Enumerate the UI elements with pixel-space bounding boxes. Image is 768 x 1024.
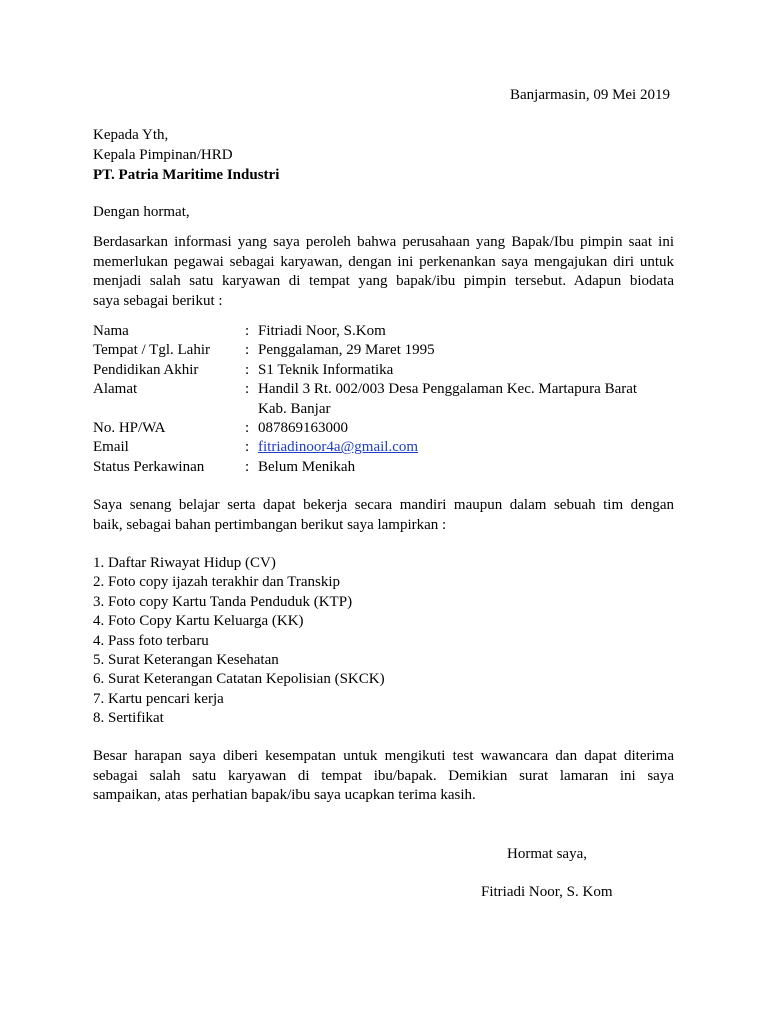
biodata-colon: : [245,361,250,378]
biodata-table [93,322,693,477]
biodata-label: Pendidikan Akhir [93,361,199,378]
closing-line: sampaikan, atas perhatian bapak/ibu saya ucapkan terima kasih. [93,787,476,803]
biodata-row-birth [93,341,693,360]
recipient-company: PT. Patria Maritime Industri [93,167,280,183]
list-item: 8. Sertifikat [93,710,164,727]
biodata-colon: : [245,381,250,398]
list-item: 6. Surat Keterangan Catatan Kepolisian (SKCK) [93,671,385,688]
biodata-label: Tempat / Tgl. Lahir [93,342,210,359]
list-item: 2. Foto copy ijazah terakhir dan Transkip [93,574,341,591]
closing-salutation: Hormat saya, [507,846,587,862]
biodata-value: Penggalaman, 29 Maret 1995 [258,342,435,359]
biodata-value: Belum Menikah [258,458,356,475]
biodata-colon: : [245,458,250,475]
biodata-row-phone [93,419,693,438]
signer-name: Fitriadi Noor, S. Kom [481,884,613,900]
biodata-value: Fitriadi Noor, S.Kom [258,323,386,339]
closing-line: sebagai salah satu karyawan di tempat ibu/bapak. Demikian surat lamaran ini saya [93,767,674,784]
email-link[interactable]: fitriadinoor4a@gmail.com [258,439,419,456]
biodata-value: S1 Teknik Informatika [258,361,394,378]
closing-line: Besar harapan saya diberi kesempatan untuk mengikuti test wawancara dan dapat diterima [93,748,674,764]
closing-paragraph [93,747,674,806]
recipient-block [93,125,279,185]
recipient-title: Kepala Pimpinan/HRD [93,147,233,163]
biodata-label: Status Perkawinan [93,458,205,475]
recipient-salutation: Kepada Yth, [93,127,169,143]
list-item: 4. Foto Copy Kartu Keluarga (KK) [93,613,304,630]
biodata-row-address-cont [93,400,693,419]
biodata-value: 087869163000 [258,419,348,436]
place-date: Banjarmasin, 09 Mei 2019 [510,87,670,103]
biodata-row-name [93,322,693,341]
biodata-colon: : [245,323,250,339]
list-item: 7. Kartu pencari kerja [93,690,224,707]
biodata-label: Alamat [93,381,138,398]
intro-line: Berdasarkan informasi yang saya peroleh bahwa perusahaan yang Bapak/Ibu pimpin saat ini [93,234,674,250]
biodata-row-email [93,438,693,457]
biodata-row-status [93,458,693,477]
list-item: 4. Pass foto terbaru [93,632,209,649]
middle-paragraph [93,496,674,535]
biodata-colon: : [245,439,250,456]
list-item: 3. Foto copy Kartu Tanda Penduduk (KTP) [93,593,353,610]
list-item: 1. Daftar Riwayat Hidup (CV) [93,555,276,571]
greeting: Dengan hormat, [93,204,190,220]
biodata-label: Email [93,439,129,456]
list-item: 5. Surat Keterangan Kesehatan [93,652,279,669]
biodata-row-address [93,380,693,399]
biodata-label: No. HP/WA [93,419,166,436]
biodata-label: Nama [93,323,129,339]
intro-line: memerlukan pegawai sebagai karyawan, dengan ini perkenankan saya mengajukan diri untuk [93,253,674,270]
biodata-value: Kab. Banjar [258,400,331,417]
middle-line: Saya senang belajar serta dapat bekerja secara mandiri maupun dalam sebuah tim dengan [93,497,674,513]
biodata-value: Handil 3 Rt. 002/003 Desa Penggalaman Kec. Martapura Barat [258,381,638,398]
middle-line: baik, sebagai bahan pertimbangan berikut saya lampirkan : [93,516,447,533]
biodata-colon: : [245,419,250,436]
attachment-list [93,554,385,729]
intro-paragraph [93,233,674,311]
intro-line: saya sebagai berikut : [93,292,223,309]
biodata-colon: : [245,342,250,359]
biodata-row-education [93,361,693,380]
intro-line: menjadi salah satu karyawan di tempat yang bapak/ibu pimpin tersebut. Adapun biodata [93,273,674,289]
